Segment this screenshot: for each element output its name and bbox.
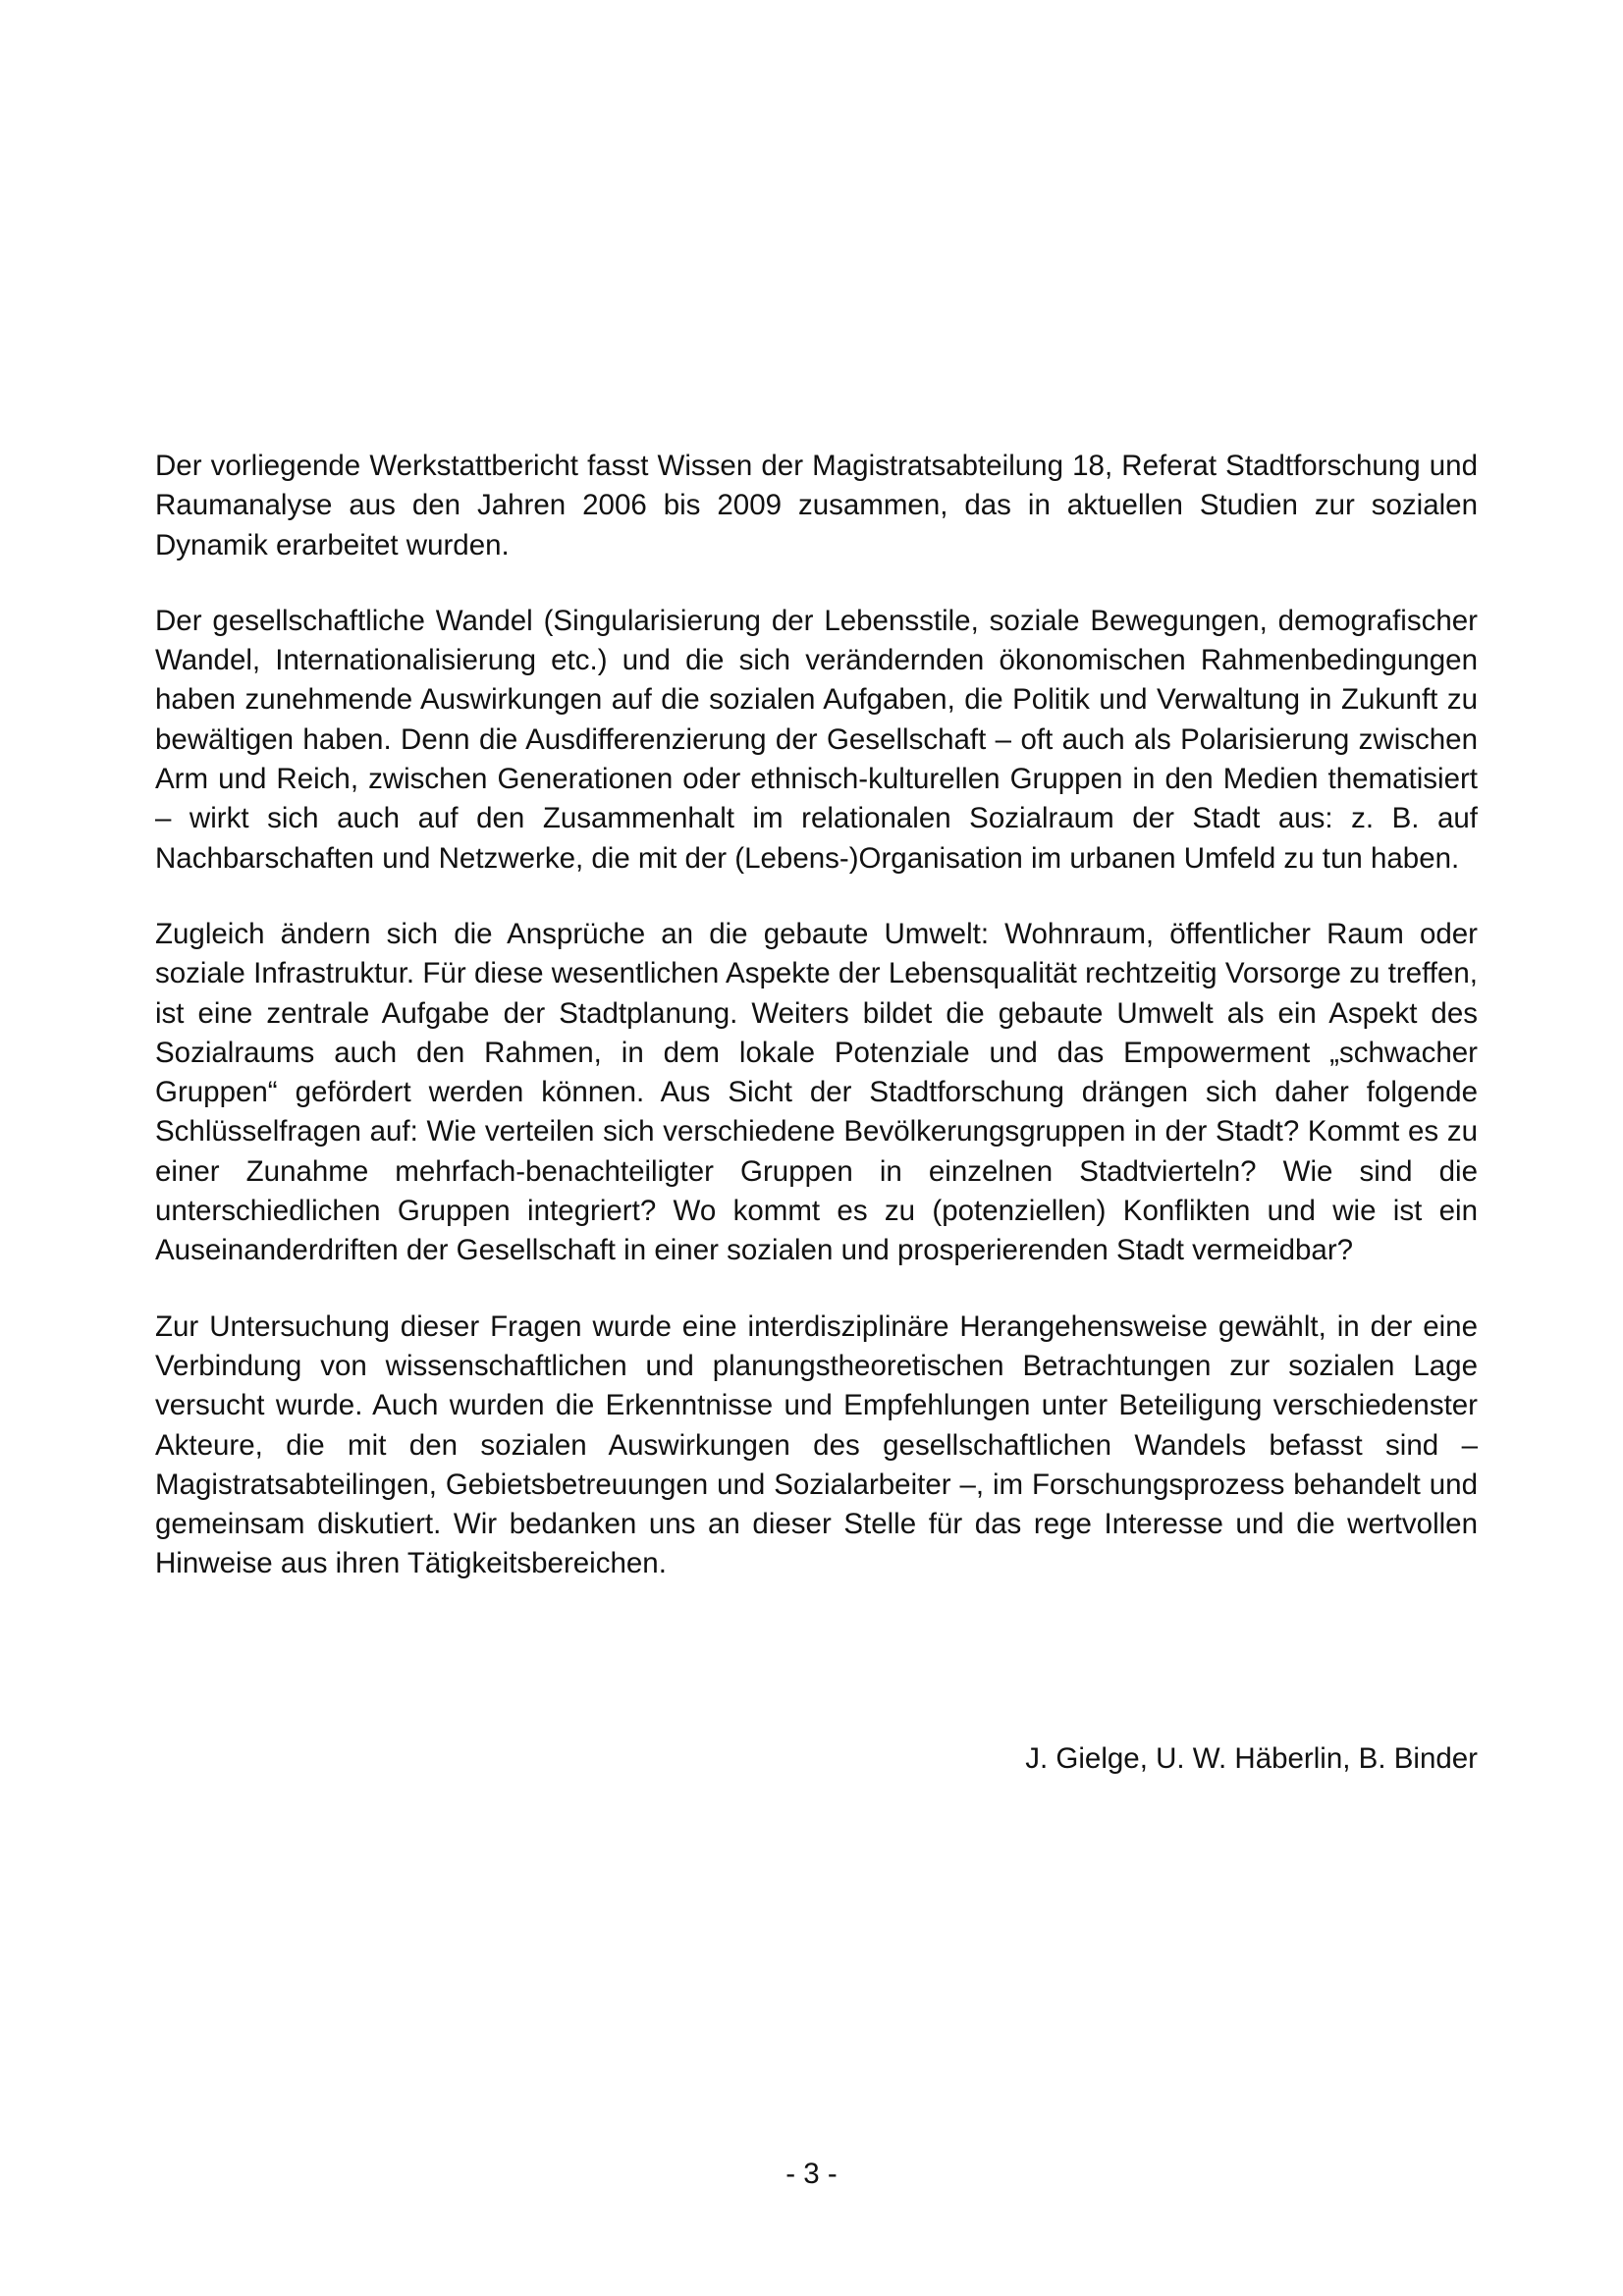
page-number: - 3 - [785, 2158, 838, 2190]
author-signature: J. Gielge, U. W. Häberlin, B. Binder [1025, 1742, 1478, 1775]
paragraph-built-environment: Zugleich ändern sich die Ansprüche an die gebaute Umwelt: Wohnraum, öffentlicher Raum oder soziale Infrastruktur. Für diese wesentlichen Aspekte der Lebensqualität rechtzeitig Vorsorge zu treffen, ist eine zentrale Aufgabe der Stadtplanung. Weiters bildet die gebaute Umwelt als ein Aspekt des Sozialraums auch den Rahmen, in dem lokale Potenziale und das Empowerment „schwacher Gruppen“ gefördert werden können. Aus Sicht der Stadtforschung drängen sich daher folgende Schlüsselfragen auf: Wie verteilen sich verschiedene Bevölkerungsgruppen in der Stadt? Kommt es zu einer Zunahme mehrfach-benachteiligter Gruppen in einzelnen Stadtvierteln? Wie sind die unterschiedlichen Gruppen integriert? Wo kommt es zu (potenziellen) Konflikten und wie ist ein Auseinanderdriften der Gesellschaft in einer sozialen und prosperierenden Stadt vermeidbar? [155, 917, 1478, 1267]
paragraph-social-change: Der gesellschaftliche Wandel (Singularisierung der Lebensstile, soziale Bewegungen, demografischer Wandel, Internationalisierung etc.) und die sich verändernden ökonomischen Rahmenbedingungen haben zunehmende Auswirkungen auf die sozialen Aufgaben, die Politik und Verwaltung in Zukunft zu bewältigen haben. Denn die Ausdifferenzierung der Gesellschaft – oft auch als Polarisierung zwischen Arm und Reich, zwischen Generationen oder ethnisch-kulturellen Gruppen in den Medien thematisiert – wirkt sich auch auf den Zusammenhalt im relationalen Sozialraum der Stadt aus: z. B. auf Nachbarschaften und Netzwerke, die mit der (Lebens-)Organisation im urbanen Umfeld zu tun haben. [155, 604, 1478, 875]
paragraph-methodology: Zur Untersuchung dieser Fragen wurde eine interdisziplinäre Herangehensweise gewählt, in der eine Verbindung von wissenschaftlichen und planungstheoretischen Betrachtungen zur sozialen Lage versucht wurde. Auch wurden die Erkenntnisse und Empfehlungen unter Beteiligung verschiedenster Akteure, die mit den sozialen Auswirkungen des gesellschaftlichen Wandels befasst sind – Magistratsabteilingen, Gebietsbetreuungen und Sozialarbeiter –, im Forschungsprozess behandelt und gemeinsam diskutiert. Wir bedanken uns an dieser Stelle für das rege Interesse und die wertvollen Hinweise aus ihren Tätigkeitsbereichen. [155, 1309, 1478, 1580]
paragraph-intro: Der vorliegende Werkstattbericht fasst Wissen der Magistratsabteilung 18, Referat Stadtforschung und Raumanalyse aus den Jahren 2006 bis 2009 zusammen, das in aktuellen Studien zur sozialen Dynamik erarbeitet wurden. [155, 450, 1478, 561]
body-text [155, 447, 1478, 1621]
